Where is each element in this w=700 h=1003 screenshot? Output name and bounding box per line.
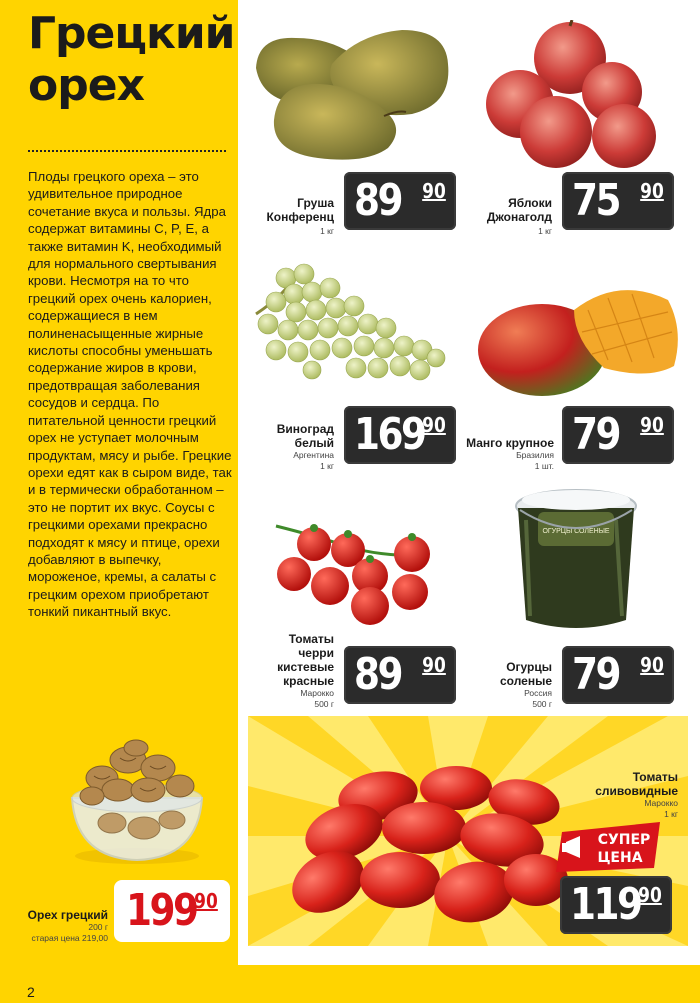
pear-price-main: 89 [354, 175, 401, 226]
pear-name: Груша Конференц [266, 196, 334, 224]
grape-price-cents: 90 [422, 413, 446, 437]
pickles-name: Огурцы соленые [499, 660, 552, 688]
deal-price-tag [560, 876, 672, 934]
super-price-badge [556, 822, 666, 872]
grape-meta: Аргентина 1 кг [293, 450, 334, 471]
pear-weight: 1 кг [320, 226, 334, 236]
apples-image [484, 20, 664, 170]
walnut-weight: 200 г [88, 922, 108, 932]
deal-product-meta: Марокко 1 кг [644, 798, 678, 819]
mango-meta: Бразилия 1 шт. [516, 450, 554, 471]
pickles-meta: Россия 500 г [524, 688, 552, 709]
page-footer [0, 965, 700, 1003]
walnut-label [24, 908, 108, 944]
cherry-tomato-name: Томаты черри кистевые красные [277, 632, 334, 688]
cherry-tomato-price-cents: 90 [422, 653, 446, 677]
cherry-tomatoes-image [266, 516, 446, 626]
walnut-bowl-image [62, 738, 212, 868]
pear-image [248, 24, 460, 164]
pickles-jar-image [512, 486, 640, 634]
left-column [0, 0, 236, 1003]
grape-name: Виноград белый [276, 422, 334, 450]
walnut-price-cents: 90 [194, 889, 218, 913]
pear-price-cents: 90 [422, 179, 446, 203]
deal-price-main: 119 [570, 879, 641, 930]
apple-price-cents: 90 [640, 179, 664, 203]
apple-weight: 1 кг [538, 226, 552, 236]
mango-price-cents: 90 [640, 413, 664, 437]
cherry-tomato-meta: Марокко 500 г [300, 688, 334, 709]
mango-name: Манго крупное [466, 436, 554, 450]
article-text: Плоды грецкого ореха – это удивительное природное сочетание вкуса и пользы. Ядра содержат витамины C, P, E, а также витамин K, необходимый для нормального свертывания крови. Несмотря на то что грецкий орех очень калориен, содержащиеся в нем полиненасыщенные жирные кислоты способны уменьшать содержание жиров в крови, предотвращая заболевания сосудов и сердца. По питательной ценности грецкий орех не уступает молочным продуктам, мясу и рыбе. Грецкие орехи едят как в сыром виде, так и в термически обработанном – это не портит их вкус. Соусы с грецкими орехами прекрасно подходят к мясу и птице, орехи добавляют в выпечку, мороженое, кремы, а салаты с грецким орехом приобретают тонкий пикантный вкус. [28, 169, 232, 620]
apple-name: Яблоки Джонаголд [486, 196, 552, 224]
pear-price-tag [344, 172, 456, 230]
walnut-name: Орех грецкий [27, 908, 108, 922]
plum-tomatoes-image [288, 762, 588, 942]
pickles-price-cents: 90 [640, 653, 664, 677]
badge-line1: СУПЕР [597, 832, 651, 848]
page-number: 2 [27, 984, 35, 1000]
deal-price-cents: 90 [638, 883, 662, 907]
grapes-image [246, 258, 450, 398]
walnut-old-price: старая цена 219,00 [31, 933, 108, 943]
apple-price-tag [562, 172, 674, 230]
walnut-price-tag [116, 882, 228, 940]
pickles-price-tag [562, 646, 674, 704]
cherry-tomato-price-tag [344, 646, 456, 704]
headline-line1: Грецкий [28, 8, 235, 59]
mango-image [478, 280, 680, 400]
cherry-tomato-price-main: 89 [354, 649, 401, 700]
deal-product-name: Томаты сливовидные [595, 770, 678, 798]
grape-price-main: 169 [354, 409, 425, 460]
headline-line2: орех [28, 60, 144, 111]
page-headline [28, 8, 235, 112]
badge-line2: ЦЕНА [597, 850, 643, 866]
mango-price-tag [562, 406, 674, 464]
jar-label-text: ОГУРЦЫ СОЛЕНЫЕ [542, 528, 610, 535]
mango-price-main: 79 [572, 409, 619, 460]
pickles-price-main: 79 [572, 649, 619, 700]
apple-price-main: 75 [572, 175, 619, 226]
grape-price-tag [344, 406, 456, 464]
walnut-price-main: 199 [126, 885, 197, 936]
dotted-divider [28, 150, 226, 152]
